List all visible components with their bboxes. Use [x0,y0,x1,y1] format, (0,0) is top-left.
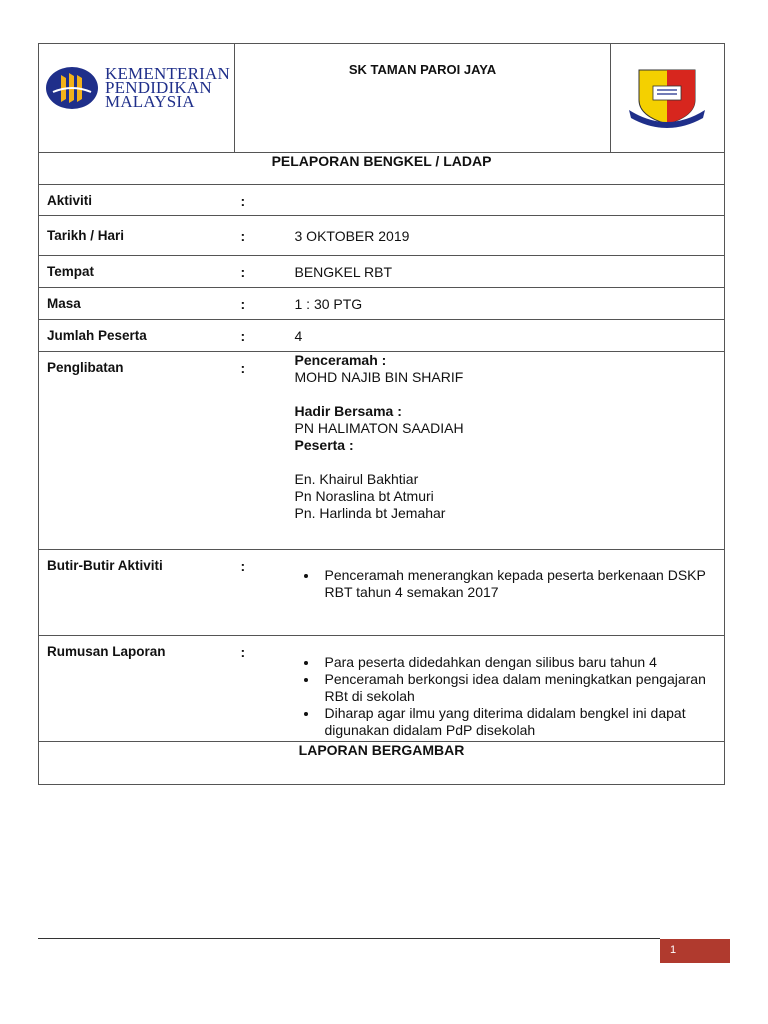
rumusan-laporan-list [295,654,725,739]
ministry-logo-line-3: MALAYSIA [105,92,195,111]
list-item: • Diharap agar ilmu yang diterima didalam bengkel ini dapat digunakan didalam PdP disekolah [319,705,725,739]
tempat-colon: : [235,256,295,288]
jumlah-peserta-value: 4 [295,320,725,352]
ministry-logo [45,66,230,110]
school-crest-cell [611,44,725,153]
tarikh-label: Tarikh / Hari [39,216,235,256]
aktiviti-label: Aktiviti [39,185,235,216]
ministry-logo-cell [39,44,235,153]
jumlah-peserta-label: Jumlah Peserta [39,320,235,352]
penglibatan-content [295,352,725,550]
butir-aktiviti-colon: : [235,550,295,636]
list-item: • Penceramah menerangkan kepada peserta berkenaan DSKP RBT tahun 4 semakan 2017 [319,567,725,601]
tarikh-value: 3 OKTOBER 2019 [295,216,725,256]
ministry-logo-line-1: KEMENTERIAN [105,64,230,83]
hadir-heading: Hadir Bersama : [294,403,402,419]
ministry-logo-line-2: PENDIDIKAN [105,78,212,97]
peserta-heading: Peserta : [294,437,354,453]
school-crest-icon [627,64,707,128]
report-title: PELAPORAN BENGKEL / LADAP [39,153,725,185]
rumusan-laporan-colon: : [235,636,295,742]
penceramah-name: MOHD NAJIB BIN SHARIF [294,369,464,385]
rumusan-laporan-label: Rumusan Laporan [39,636,235,742]
school-name: SK TAMAN PAROI JAYA [235,44,611,153]
report-table [38,43,725,785]
masa-value: 1 : 30 PTG [295,288,725,320]
penglibatan-label: Penglibatan [39,352,235,550]
page-number-badge [660,939,730,963]
tempat-value: BENGKEL RBT [295,256,725,288]
tarikh-colon: : [235,216,295,256]
butir-aktiviti-content [295,550,725,636]
rumusan-laporan-content [295,636,725,742]
aktiviti-colon: : [235,185,295,216]
hadir-name: PN HALIMATON SAADIAH [294,420,464,436]
laporan-bergambar-heading: LAPORAN BERGAMBAR [39,742,725,785]
penceramah-heading: Penceramah : [294,352,387,368]
ministry-emblem-icon [45,66,99,110]
footer-divider [38,938,660,939]
penglibatan-colon: : [235,352,295,550]
list-item: • Para peserta didedahkan dengan silibus baru tahun 4 [319,654,725,671]
peserta-item: En. Khairul Bakhtiar [294,471,419,487]
jumlah-peserta-colon: : [235,320,295,352]
butir-aktiviti-list [295,567,725,601]
tempat-label: Tempat [39,256,235,288]
peserta-item: Pn. Harlinda bt Jemahar [294,505,446,521]
masa-label: Masa [39,288,235,320]
page-number: 1 [670,944,677,956]
peserta-item: Pn Noraslina bt Atmuri [294,488,434,504]
butir-aktiviti-label: Butir-Butir Aktiviti [39,550,235,636]
aktiviti-value [295,185,725,216]
list-item: • Penceramah berkongsi idea dalam meningkatkan pengajaran RBt di sekolah [319,671,725,705]
masa-colon: : [235,288,295,320]
